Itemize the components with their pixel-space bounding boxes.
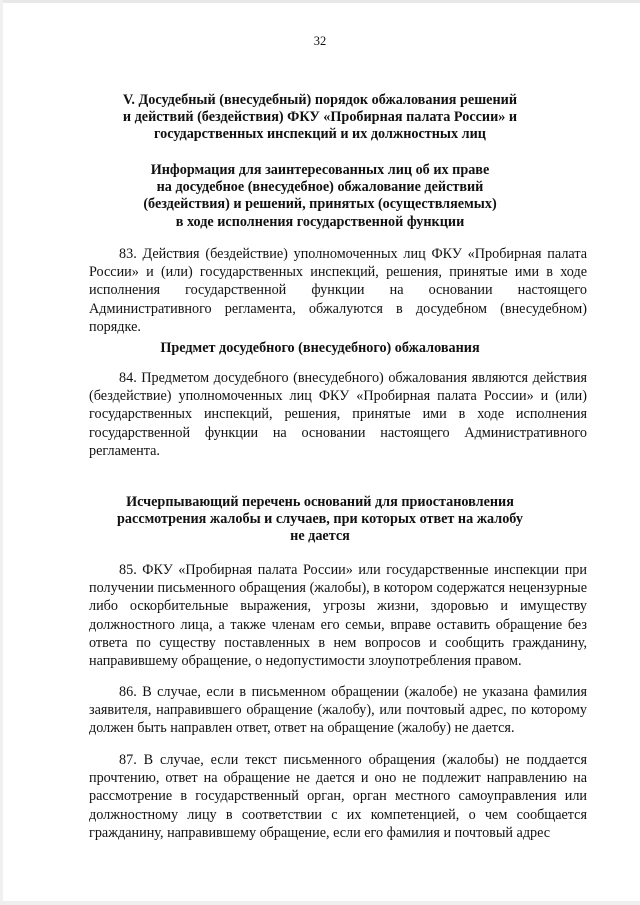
section-heading-line: и действий (бездействия) ФКУ «Пробирная палата России» и [122,109,518,126]
section-heading-line: V. Досудебный (внесудебный) порядок обжалования решений [123,92,517,108]
grounds-heading-line: не дается [290,528,350,545]
section-heading [100,92,540,144]
paragraph-84: 84. Предметом досудебного (внесудебного) обжалования являются действия (бездействие) уполномоченных лиц ФКУ «Пробирная палата России» и (или) государственных инспекций, решения, принятые ими в ходе исполнения государственной функции на основании настоящего Административного регламента. [89,370,587,459]
subject-heading: Предмет досудебного (внесудебного) обжалования [160,340,480,356]
grounds-heading-line: Исчерпывающий перечень оснований для приостановления [126,494,514,510]
section-heading-line: государственных инспекций и их должностных лиц [154,126,486,143]
info-heading-line: Информация для заинтересованных лиц об их праве [150,162,490,178]
info-heading-line: (бездействия) и решений, принятых (осуществляемых) [143,196,497,213]
grounds-heading-line: рассмотрения жалобы и случаев, при которых ответ на жалобу [117,511,523,528]
info-heading-line: на досудебное (внесудебное) обжалование действий [156,179,484,196]
scan-edge-top [0,0,640,3]
scan-edge-left [0,0,3,905]
page-number: 32 [313,34,327,48]
grounds-heading [100,494,540,546]
info-heading-line: в ходе исполнения государственной функции [175,213,465,230]
scan-edge-bottom [0,901,640,905]
paragraph-87: 87. В случае, если текст письменного обращения (жалобы) не поддается прочтению, ответ на обращение не дается и оно не подлежит направлению на рассмотрение в государственный орган, орган местного самоуправления или должностному лицу в соответствии с их компетенцией, о чем сообщается гражданину, направившему обращение, если его фамилия и почтовый адрес [89,752,587,841]
paragraph-86: 86. В случае, если в письменном обращении (жалобе) не указана фамилия заявителя, направившего обращение (жалобу), или почтовый адрес, по которому должен быть направлен ответ, ответ на обращение (жалобу) не дается. [89,684,587,737]
paragraph-85: 85. ФКУ «Пробирная палата России» или государственные инспекции при получении письменного обращения (жалобы), в котором содержатся нецензурные либо оскорбительные выражения, угрозы жизни, здоровью и имуществу должностного лица, а также членам его семьи, вправе оставить обращение без ответа по существу поставленных в нем вопросов и сообщить гражданину, направившему обращение, о недопустимости злоупотребления правом. [89,562,587,670]
info-heading [100,162,540,231]
paragraph-83: 83. Действия (бездействие) уполномоченных лиц ФКУ «Пробирная палата России» и (или) государственных инспекций, решения, принятые ими в ходе исполнения государственной функции на основании настоящего Административного регламента, обжалуются в досудебном (внесудебном) порядке. [89,246,587,335]
